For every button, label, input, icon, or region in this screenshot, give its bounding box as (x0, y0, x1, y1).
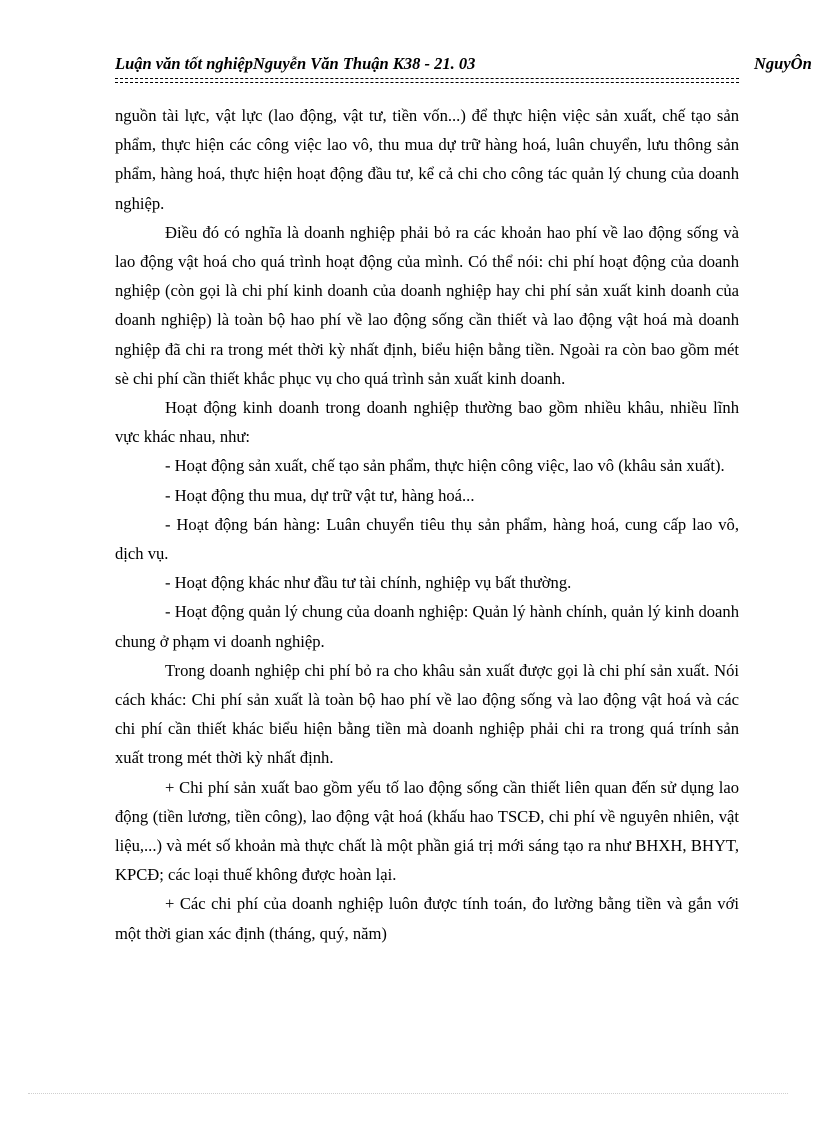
footer-divider (28, 1093, 788, 1094)
header-author: NguyÔn (754, 54, 812, 73)
paragraph-business-activities: Hoạt động kinh doanh trong doanh nghiệp thường bao gồm nhiều khâu, nhiều lĩnh vực khác nhau, như: (115, 398, 739, 447)
paragraph-cost-elements: + Chi phí sản xuất bao gồm yếu tố lao động sống cần thiết liên quan đến sử dụng lao động (tiền lương, tiền công), lao động vật hoá (khấu hao TSCĐ, chi phí về nguyên nhiên, vật liệu,...) và mét số khoản mà thực chất là một phần giá trị mới sáng tạo ra như BHXH, BHYT, KPCĐ; các loại thuế không được hoàn lại. (115, 777, 739, 885)
header-title: Luận văn tốt nghiệpNguyễn Văn Thuận K38 - 21. 03 (115, 54, 476, 73)
list-item-management: - Hoạt động quản lý chung của doanh nghiệp: Quản lý hành chính, quản lý kinh doanh chung ở phạm vi doanh nghiệp. (115, 602, 739, 651)
header-divider (115, 78, 739, 79)
document-body (115, 101, 739, 948)
list-item-other: - Hoạt động khác như đầu tư tài chính, nghiệp vụ bất thường. (165, 573, 572, 593)
list-item-production: - Hoạt động sản xuất, chế tạo sản phẩm, thực hiện công việc, lao vô (khâu sản xuất). (165, 456, 725, 476)
header-divider-secondary (115, 82, 739, 83)
paragraph-cost-measurement: + Các chi phí của doanh nghiệp luôn được tính toán, đo lường bằng tiền và gắn với một thời gian xác định (tháng, quý, năm) (115, 894, 739, 943)
page-header (115, 54, 816, 78)
paragraph-continuation: nguồn tài lực, vật lực (lao động, vật tư, tiền vốn...) để thực hiện việc sản xuất, chế tạo sản phẩm, thực hiện các công việc lao vô, thu mua dự trữ hàng hoá, luân chuyển, lưu thông sản phẩm, hàng hoá, thực hiện hoạt động đầu tư, kể cả chi cho công tác quản lý chung của doanh nghiệp. (115, 106, 739, 213)
paragraph-cost-definition: Điều đó có nghĩa là doanh nghiệp phải bỏ ra các khoản hao phí về lao động sống và lao động vật hoá cho quá trình hoạt động của mình. Có thể nói: chi phí hoạt động của doanh nghiệp (còn gọi là chi phí kinh doanh của doanh nghiệp hay chi phí sản xuất kinh doanh của doanh nghiệp) là toàn bộ hao phí về lao động sống cần thiết và lao động vật hoá mà doanh nghiệp đã chi ra trong mét thời kỳ nhất định, biểu hiện bằng tiền. Ngoài ra còn bao gồm mét sè chi phí cần thiết khắc phục vụ cho quá trình sản xuất kinh doanh. (115, 222, 739, 388)
paragraph-production-cost: Trong doanh nghiệp chi phí bỏ ra cho khâu sản xuất được gọi là chi phí sản xuất. Nói cách khác: Chi phí sản xuất là toàn bộ hao phí về lao động sống và lao động vật hoá và các chi phí cần thiết khác biểu hiện bằng tiền mà doanh nghiệp phải chi ra trong quá trính sản xuất trong mét thời kỳ nhất định. (115, 660, 739, 768)
list-item-purchasing: - Hoạt động thu mua, dự trữ vật tư, hàng hoá... (165, 485, 475, 505)
list-item-sales: - Hoạt động bán hàng: Luân chuyển tiêu thụ sản phẩm, hàng hoá, cung cấp lao vô, dịch vụ. (115, 514, 739, 564)
